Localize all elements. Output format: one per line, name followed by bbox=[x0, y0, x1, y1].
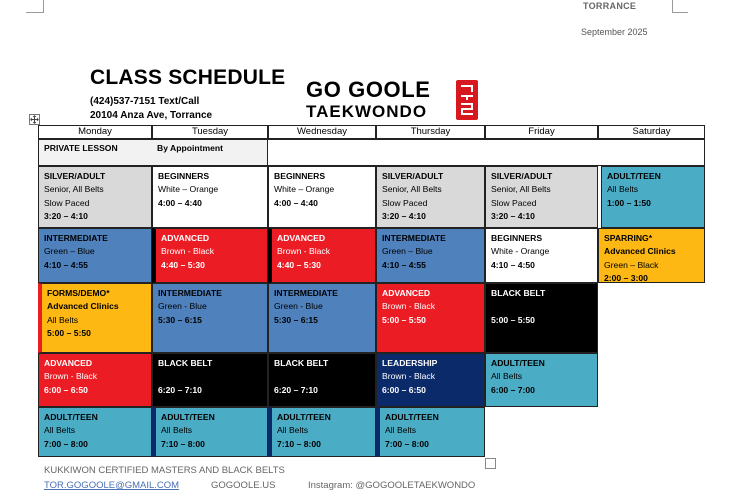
class-time: 1:00 – 1:50 bbox=[607, 197, 651, 208]
class-name: ADULT/TEEN bbox=[607, 171, 661, 181]
class-name: INTERMEDIATE bbox=[382, 233, 446, 243]
class-block-black-belt bbox=[485, 283, 598, 353]
email-link[interactable]: TOR.GOGOOLE@GMAIL.COM bbox=[44, 480, 180, 491]
page-title: CLASS SCHEDULE bbox=[90, 66, 286, 89]
address: 20104 Anza Ave, Torrance bbox=[90, 110, 213, 121]
class-spacer bbox=[274, 370, 375, 383]
class-level: Green – Blue bbox=[382, 246, 433, 257]
class-level: All Belts bbox=[607, 184, 639, 195]
class-name: ADVANCED bbox=[44, 358, 93, 368]
class-schedule-table bbox=[38, 125, 705, 458]
class-block-adult-teen bbox=[268, 407, 376, 457]
class-time: 5:30 – 6:15 bbox=[158, 314, 202, 325]
gogoole-logo bbox=[306, 77, 480, 124]
class-block-advanced bbox=[38, 353, 152, 407]
class-name: BLACK BELT bbox=[274, 358, 329, 368]
class-block-adult-teen bbox=[152, 407, 268, 457]
class-block-leadership bbox=[376, 353, 485, 407]
class-spacer bbox=[491, 300, 597, 313]
class-block-forms-demo bbox=[38, 283, 152, 353]
class-name: SILVER/ADULT bbox=[44, 171, 106, 181]
table-move-handle-icon[interactable] bbox=[29, 114, 40, 125]
table-resize-handle[interactable] bbox=[485, 458, 496, 469]
class-block-intermediate bbox=[152, 283, 268, 353]
logo-line-1: GO GOOLE bbox=[306, 77, 431, 102]
logo-line-2: TAEKWONDO bbox=[306, 102, 428, 121]
class-name: SILVER/ADULT bbox=[491, 171, 553, 181]
class-level: Green – Blue bbox=[44, 246, 95, 257]
class-time: 6:00 – 6:50 bbox=[382, 384, 426, 395]
class-time: 5:00 – 5:50 bbox=[47, 328, 91, 339]
class-level: Brown - Black bbox=[44, 371, 98, 382]
class-name: ADULT/TEEN bbox=[385, 412, 439, 422]
class-block-advanced bbox=[376, 283, 485, 353]
class-level: All Belts bbox=[47, 314, 79, 325]
class-spacer bbox=[158, 370, 267, 383]
class-block-silver-adult bbox=[38, 166, 152, 228]
class-time: 3:20 – 4:10 bbox=[382, 211, 426, 222]
class-time: 4:10 – 4:50 bbox=[491, 259, 535, 270]
class-name: INTERMEDIATE bbox=[158, 288, 222, 298]
class-name: ADULT/TEEN bbox=[161, 412, 215, 422]
class-subtitle: Advanced Clinics bbox=[47, 301, 119, 312]
class-time: 5:00 – 5:50 bbox=[382, 314, 426, 325]
class-block-sparring bbox=[598, 228, 705, 283]
class-block-intermediate bbox=[268, 283, 376, 353]
class-block-advanced bbox=[152, 228, 268, 283]
class-time: 4:10 – 4:55 bbox=[44, 259, 88, 270]
class-level: White – Orange bbox=[158, 184, 219, 195]
class-block-beginners bbox=[152, 166, 268, 228]
day-header-friday: Friday bbox=[485, 125, 598, 139]
class-time: 6:20 – 7:10 bbox=[158, 384, 202, 395]
class-name: SILVER/ADULT bbox=[382, 171, 444, 181]
class-time: 4:40 – 5:30 bbox=[161, 259, 205, 270]
private-lesson-value: By Appointment bbox=[157, 143, 224, 153]
class-name: ADULT/TEEN bbox=[44, 412, 98, 422]
certification-note: KUKKIWON CERTIFIED MASTERS AND BLACK BELTS bbox=[44, 465, 285, 476]
class-time: 4:00 – 4:40 bbox=[158, 197, 202, 208]
class-time: 5:00 – 5:50 bbox=[491, 314, 535, 325]
schedule-date: September 2025 bbox=[581, 27, 648, 37]
class-level: Senior, All Belts bbox=[44, 184, 104, 195]
class-time: 7:00 – 8:00 bbox=[385, 438, 429, 449]
class-level: White - Orange bbox=[491, 246, 550, 257]
class-block-intermediate bbox=[38, 228, 152, 283]
class-time: 4:00 – 4:40 bbox=[274, 197, 318, 208]
class-name: ADVANCED bbox=[277, 233, 326, 243]
website-label: GOGOOLE.US bbox=[211, 480, 276, 491]
class-level: All Belts bbox=[44, 425, 76, 436]
location-label: TORRANCE bbox=[583, 1, 637, 11]
class-level: All Belts bbox=[161, 425, 193, 436]
class-time: 3:20 – 4:10 bbox=[491, 211, 535, 222]
class-note: Slow Paced bbox=[382, 197, 428, 208]
class-time: 7:10 – 8:00 bbox=[277, 438, 321, 449]
class-level: Green - Blue bbox=[158, 301, 207, 312]
class-name: LEADERSHIP bbox=[382, 358, 438, 368]
class-note: Slow Paced bbox=[44, 197, 90, 208]
day-header-wednesday: Wednesday bbox=[268, 125, 376, 139]
class-block-silver-adult bbox=[376, 166, 485, 228]
class-time: 7:10 – 8:00 bbox=[161, 438, 205, 449]
class-time: 4:40 – 5:30 bbox=[277, 259, 321, 270]
class-block-silver-adult bbox=[485, 166, 598, 228]
class-time: 6:20 – 7:10 bbox=[274, 384, 318, 395]
class-block-adult-teen bbox=[601, 166, 705, 228]
class-name: ADULT/TEEN bbox=[491, 358, 545, 368]
day-header-thursday: Thursday bbox=[376, 125, 485, 139]
class-name: ADULT/TEEN bbox=[277, 412, 331, 422]
class-level: Brown - Black bbox=[161, 246, 215, 257]
class-name: BLACK BELT bbox=[158, 358, 213, 368]
class-name: FORMS/DEMO* bbox=[47, 288, 110, 298]
class-time: 5:30 – 6:15 bbox=[274, 314, 318, 325]
day-header-tuesday: Tuesday bbox=[152, 125, 268, 139]
private-lesson-cell bbox=[38, 139, 268, 166]
class-name: INTERMEDIATE bbox=[274, 288, 338, 298]
class-name: ADVANCED bbox=[382, 288, 431, 298]
page-corner-mark bbox=[672, 0, 688, 13]
class-block-beginners bbox=[485, 228, 598, 283]
class-time: 6:00 – 6:50 bbox=[44, 384, 88, 395]
class-time: 2:00 – 3:00 bbox=[604, 273, 648, 283]
class-block-black-belt bbox=[152, 353, 268, 407]
private-lesson-label: PRIVATE LESSON bbox=[44, 143, 118, 153]
class-subtitle: Advanced Clinics bbox=[604, 246, 676, 257]
class-time: 3:20 – 4:10 bbox=[44, 211, 88, 222]
class-block-adult-teen bbox=[485, 353, 598, 407]
class-level: All Belts bbox=[491, 371, 523, 382]
class-level: Senior, All Belts bbox=[491, 184, 551, 195]
day-header-monday: Monday bbox=[38, 125, 152, 139]
class-name: BEGINNERS bbox=[274, 171, 326, 181]
class-name: ADVANCED bbox=[161, 233, 210, 243]
class-level: Brown - Black bbox=[277, 246, 331, 257]
page-corner-mark bbox=[26, 0, 44, 13]
class-name: INTERMEDIATE bbox=[44, 233, 108, 243]
class-time: 6:00 – 7:00 bbox=[491, 384, 535, 395]
class-time: 7:00 – 8:00 bbox=[44, 438, 88, 449]
class-level: Green – Black bbox=[604, 259, 659, 270]
class-level: Green - Blue bbox=[274, 301, 323, 312]
class-level: Brown - Black bbox=[382, 371, 436, 382]
class-block-black-belt bbox=[268, 353, 376, 407]
class-level: All Belts bbox=[277, 425, 309, 436]
class-block-adult-teen bbox=[376, 407, 485, 457]
phone-number: (424)537-7151 Text/Call bbox=[90, 96, 200, 107]
class-level: Senior, All Belts bbox=[382, 184, 442, 195]
class-name: BEGINNERS bbox=[491, 233, 543, 243]
logo-seal-icon bbox=[456, 80, 478, 120]
class-block-beginners bbox=[268, 166, 376, 228]
day-header-saturday: Saturday bbox=[598, 125, 705, 139]
class-level: All Belts bbox=[385, 425, 417, 436]
class-block-adult-teen bbox=[38, 407, 152, 457]
class-level: White – Orange bbox=[274, 184, 335, 195]
class-block-advanced bbox=[268, 228, 376, 283]
class-time: 4:10 – 4:55 bbox=[382, 259, 426, 270]
class-note: Slow Paced bbox=[491, 197, 537, 208]
class-block-intermediate bbox=[376, 228, 485, 283]
class-name: BLACK BELT bbox=[491, 288, 546, 298]
class-name: BEGINNERS bbox=[158, 171, 210, 181]
instagram-handle: Instagram: @GOGOOLETAEKWONDO bbox=[308, 480, 476, 491]
class-name: SPARRING* bbox=[604, 233, 653, 243]
class-level: Brown - Black bbox=[382, 301, 436, 312]
